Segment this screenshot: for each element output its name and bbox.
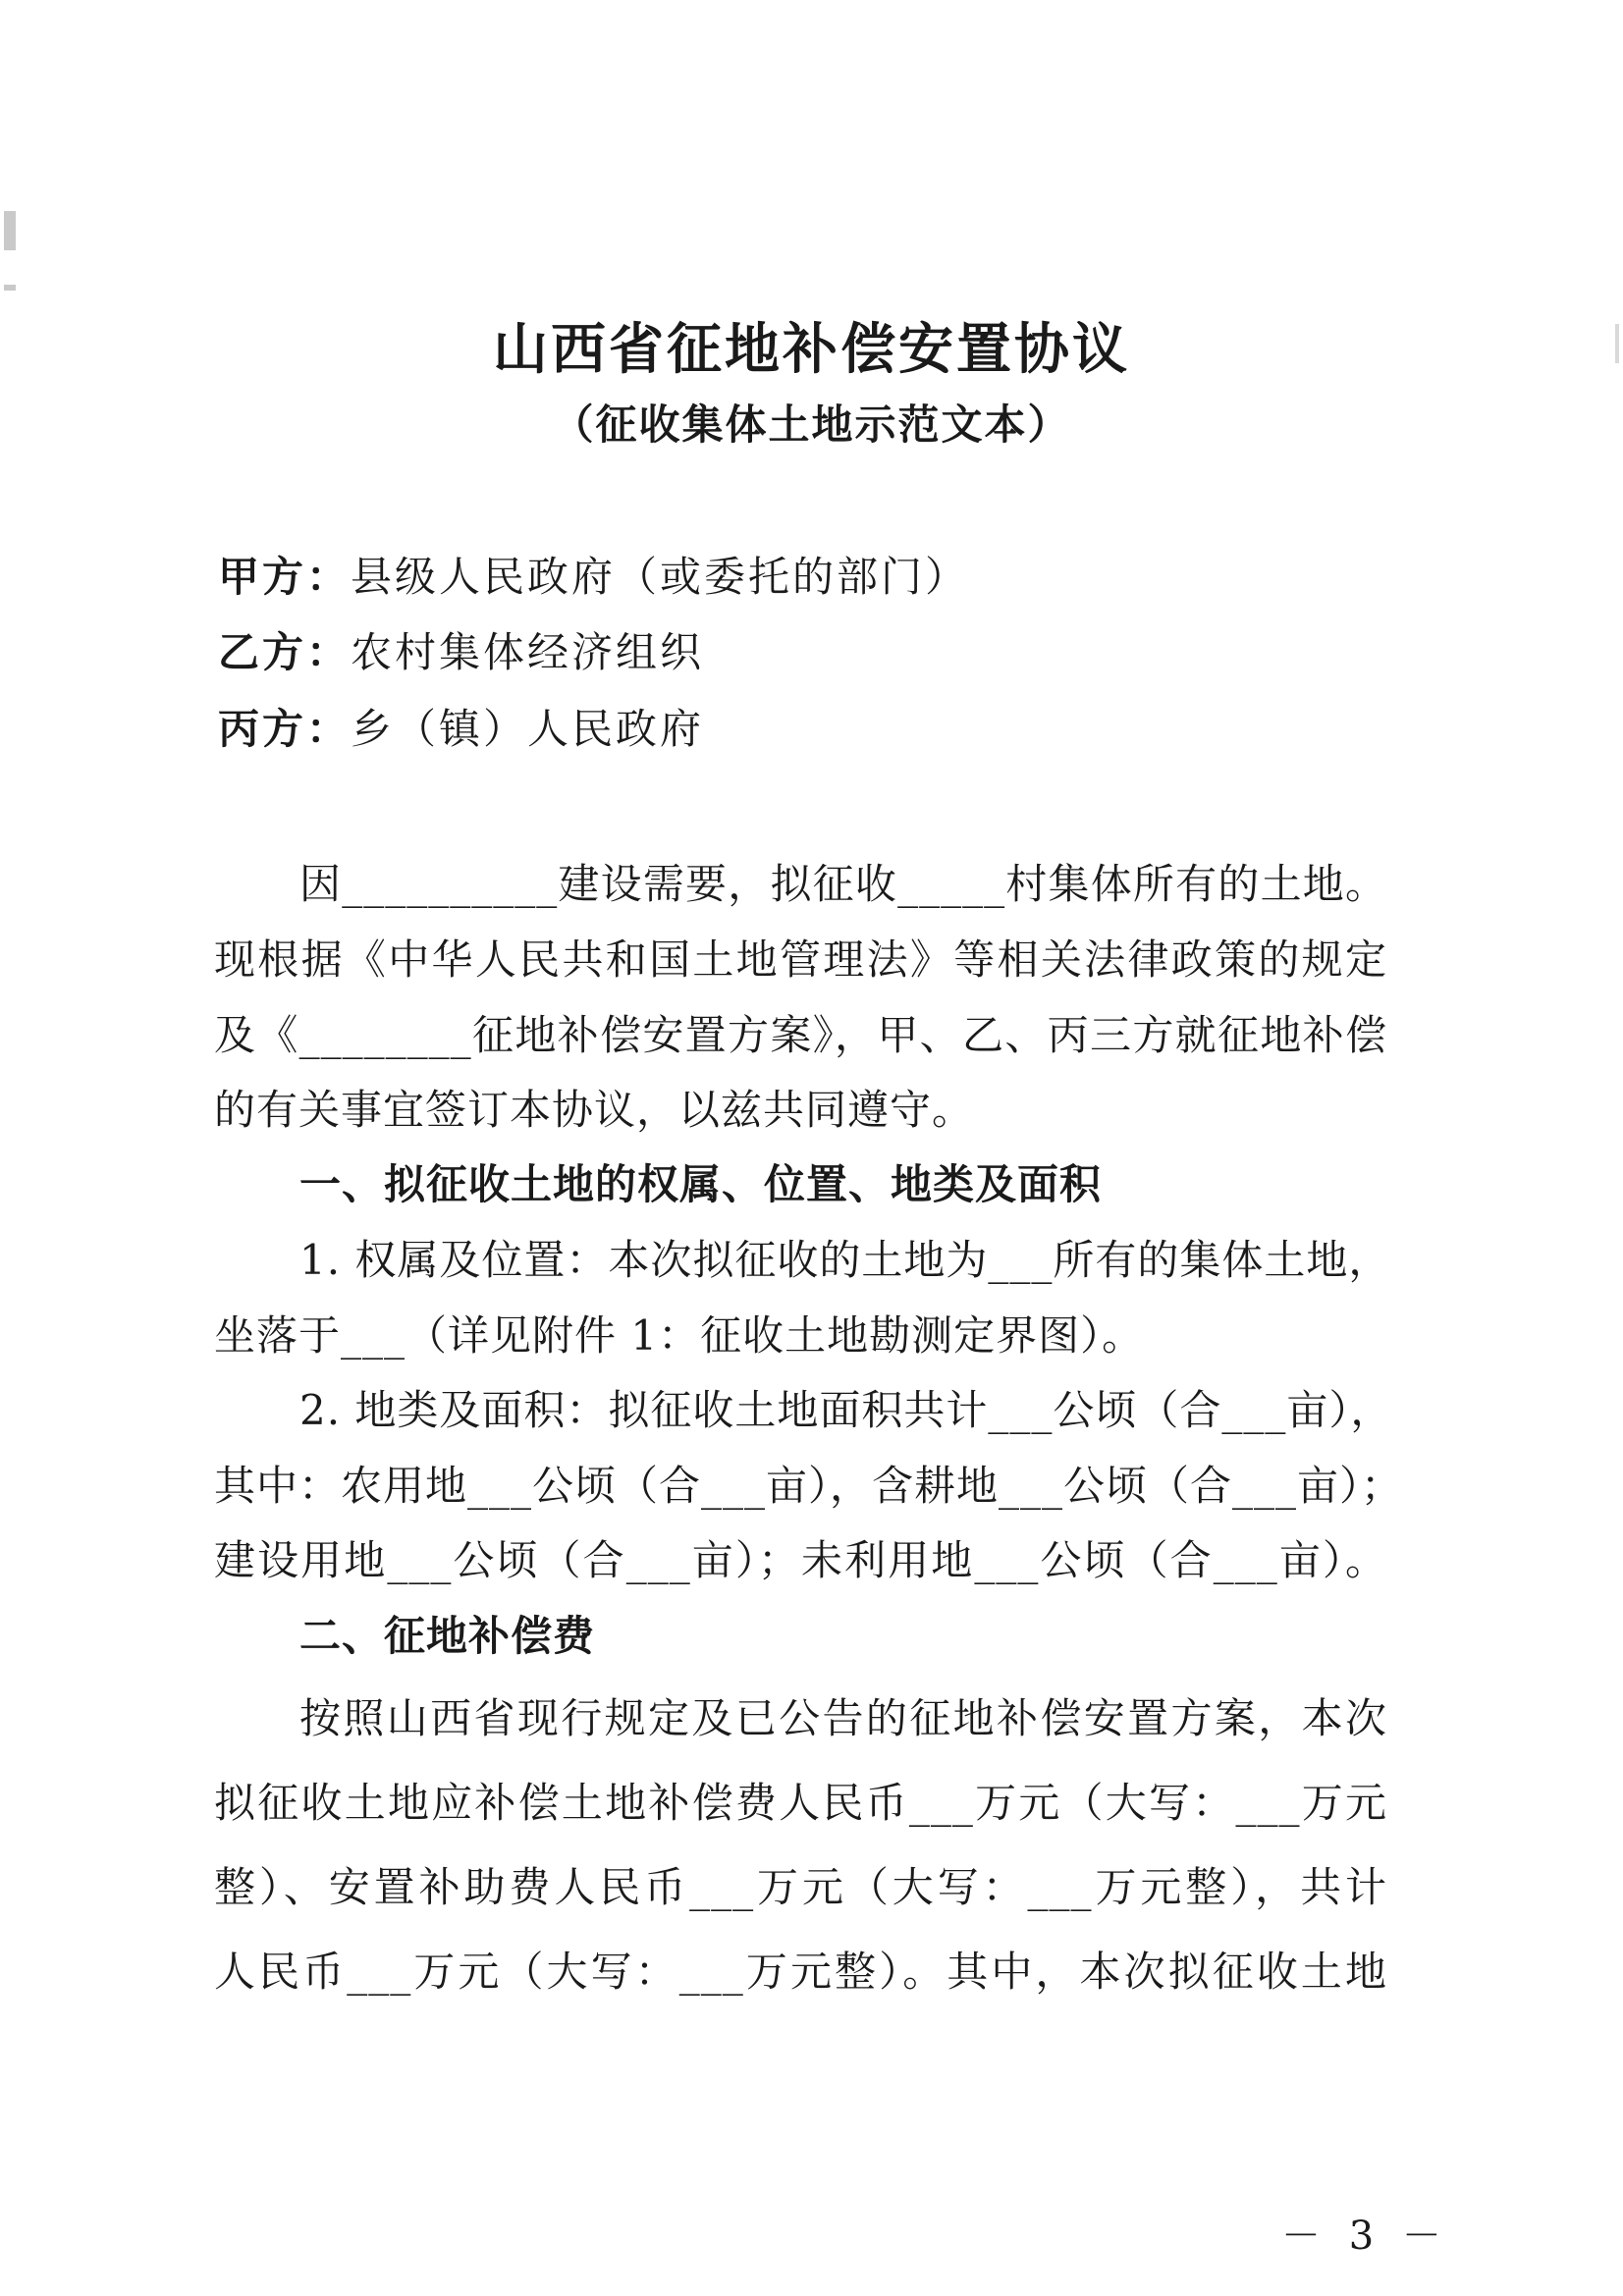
party-a-value: 县级人民政府（或委托的部门） xyxy=(351,553,970,601)
section-2-line: 按照山西省现行规定及已公告的征地补偿安置方案，本次 xyxy=(299,1694,1387,1742)
party-c-label: 丙方： xyxy=(218,705,352,753)
party-c xyxy=(218,697,704,756)
section-1-line: 坐落于___（详见附件 1：征收土地勘测定界图）。 xyxy=(214,1311,1145,1360)
scan-edge-mark xyxy=(4,285,16,291)
scan-edge-mark xyxy=(4,211,16,250)
section-2-line: 人民币___万元（大写：___万元整）。其中，本次拟征收土地 xyxy=(214,1948,1387,1996)
section-1-line: 建设用地___公顷（合___亩）；未利用地___公顷（合___亩）。 xyxy=(214,1536,1387,1584)
intro-line: 及《________征地补偿安置方案》，甲、乙、丙三方就征地补偿 xyxy=(214,1011,1387,1059)
party-c-value: 乡（镇）人民政府 xyxy=(351,705,705,753)
page-number: － 3 － xyxy=(1281,2214,1449,2259)
section-1-line: 1. 权属及位置：本次拟征收的土地为___所有的集体土地， xyxy=(299,1236,1391,1284)
section-2-line: 整）、安置补助费人民币___万元（大写：___万元整），共计 xyxy=(214,1863,1387,1911)
section-1-line: 其中：农用地___公顷（合___亩），含耕地___公顷（合___亩）； xyxy=(214,1462,1404,1510)
section-2-heading: 二、征地补偿费 xyxy=(299,1612,596,1660)
section-1-heading: 一、拟征收土地的权属、位置、地类及面积 xyxy=(299,1160,1103,1208)
party-a xyxy=(218,545,969,604)
intro-line: 因__________建设需要，拟征收_____村集体所有的土地。 xyxy=(299,860,1387,908)
party-b xyxy=(218,620,704,679)
section-1-line: 2. 地类及面积：拟征收土地面积共计___公顷（合___亩）， xyxy=(299,1386,1393,1434)
document-title: 山西省征地补偿安置协议 xyxy=(493,318,1130,382)
party-b-value: 农村集体经济组织 xyxy=(351,628,705,676)
section-2-line: 拟征收土地应补偿土地补偿费人民币___万元（大写：___万元 xyxy=(214,1779,1387,1827)
party-b-label: 乙方： xyxy=(218,628,352,676)
document-subtitle: （征收集体土地示范文本） xyxy=(552,400,1071,449)
intro-line: 现根据《中华人民共和国土地管理法》等相关法律政策的规定 xyxy=(214,935,1387,984)
intro-line: 的有关事宜签订本协议，以兹共同遵守。 xyxy=(214,1086,975,1134)
party-a-label: 甲方： xyxy=(218,553,352,601)
